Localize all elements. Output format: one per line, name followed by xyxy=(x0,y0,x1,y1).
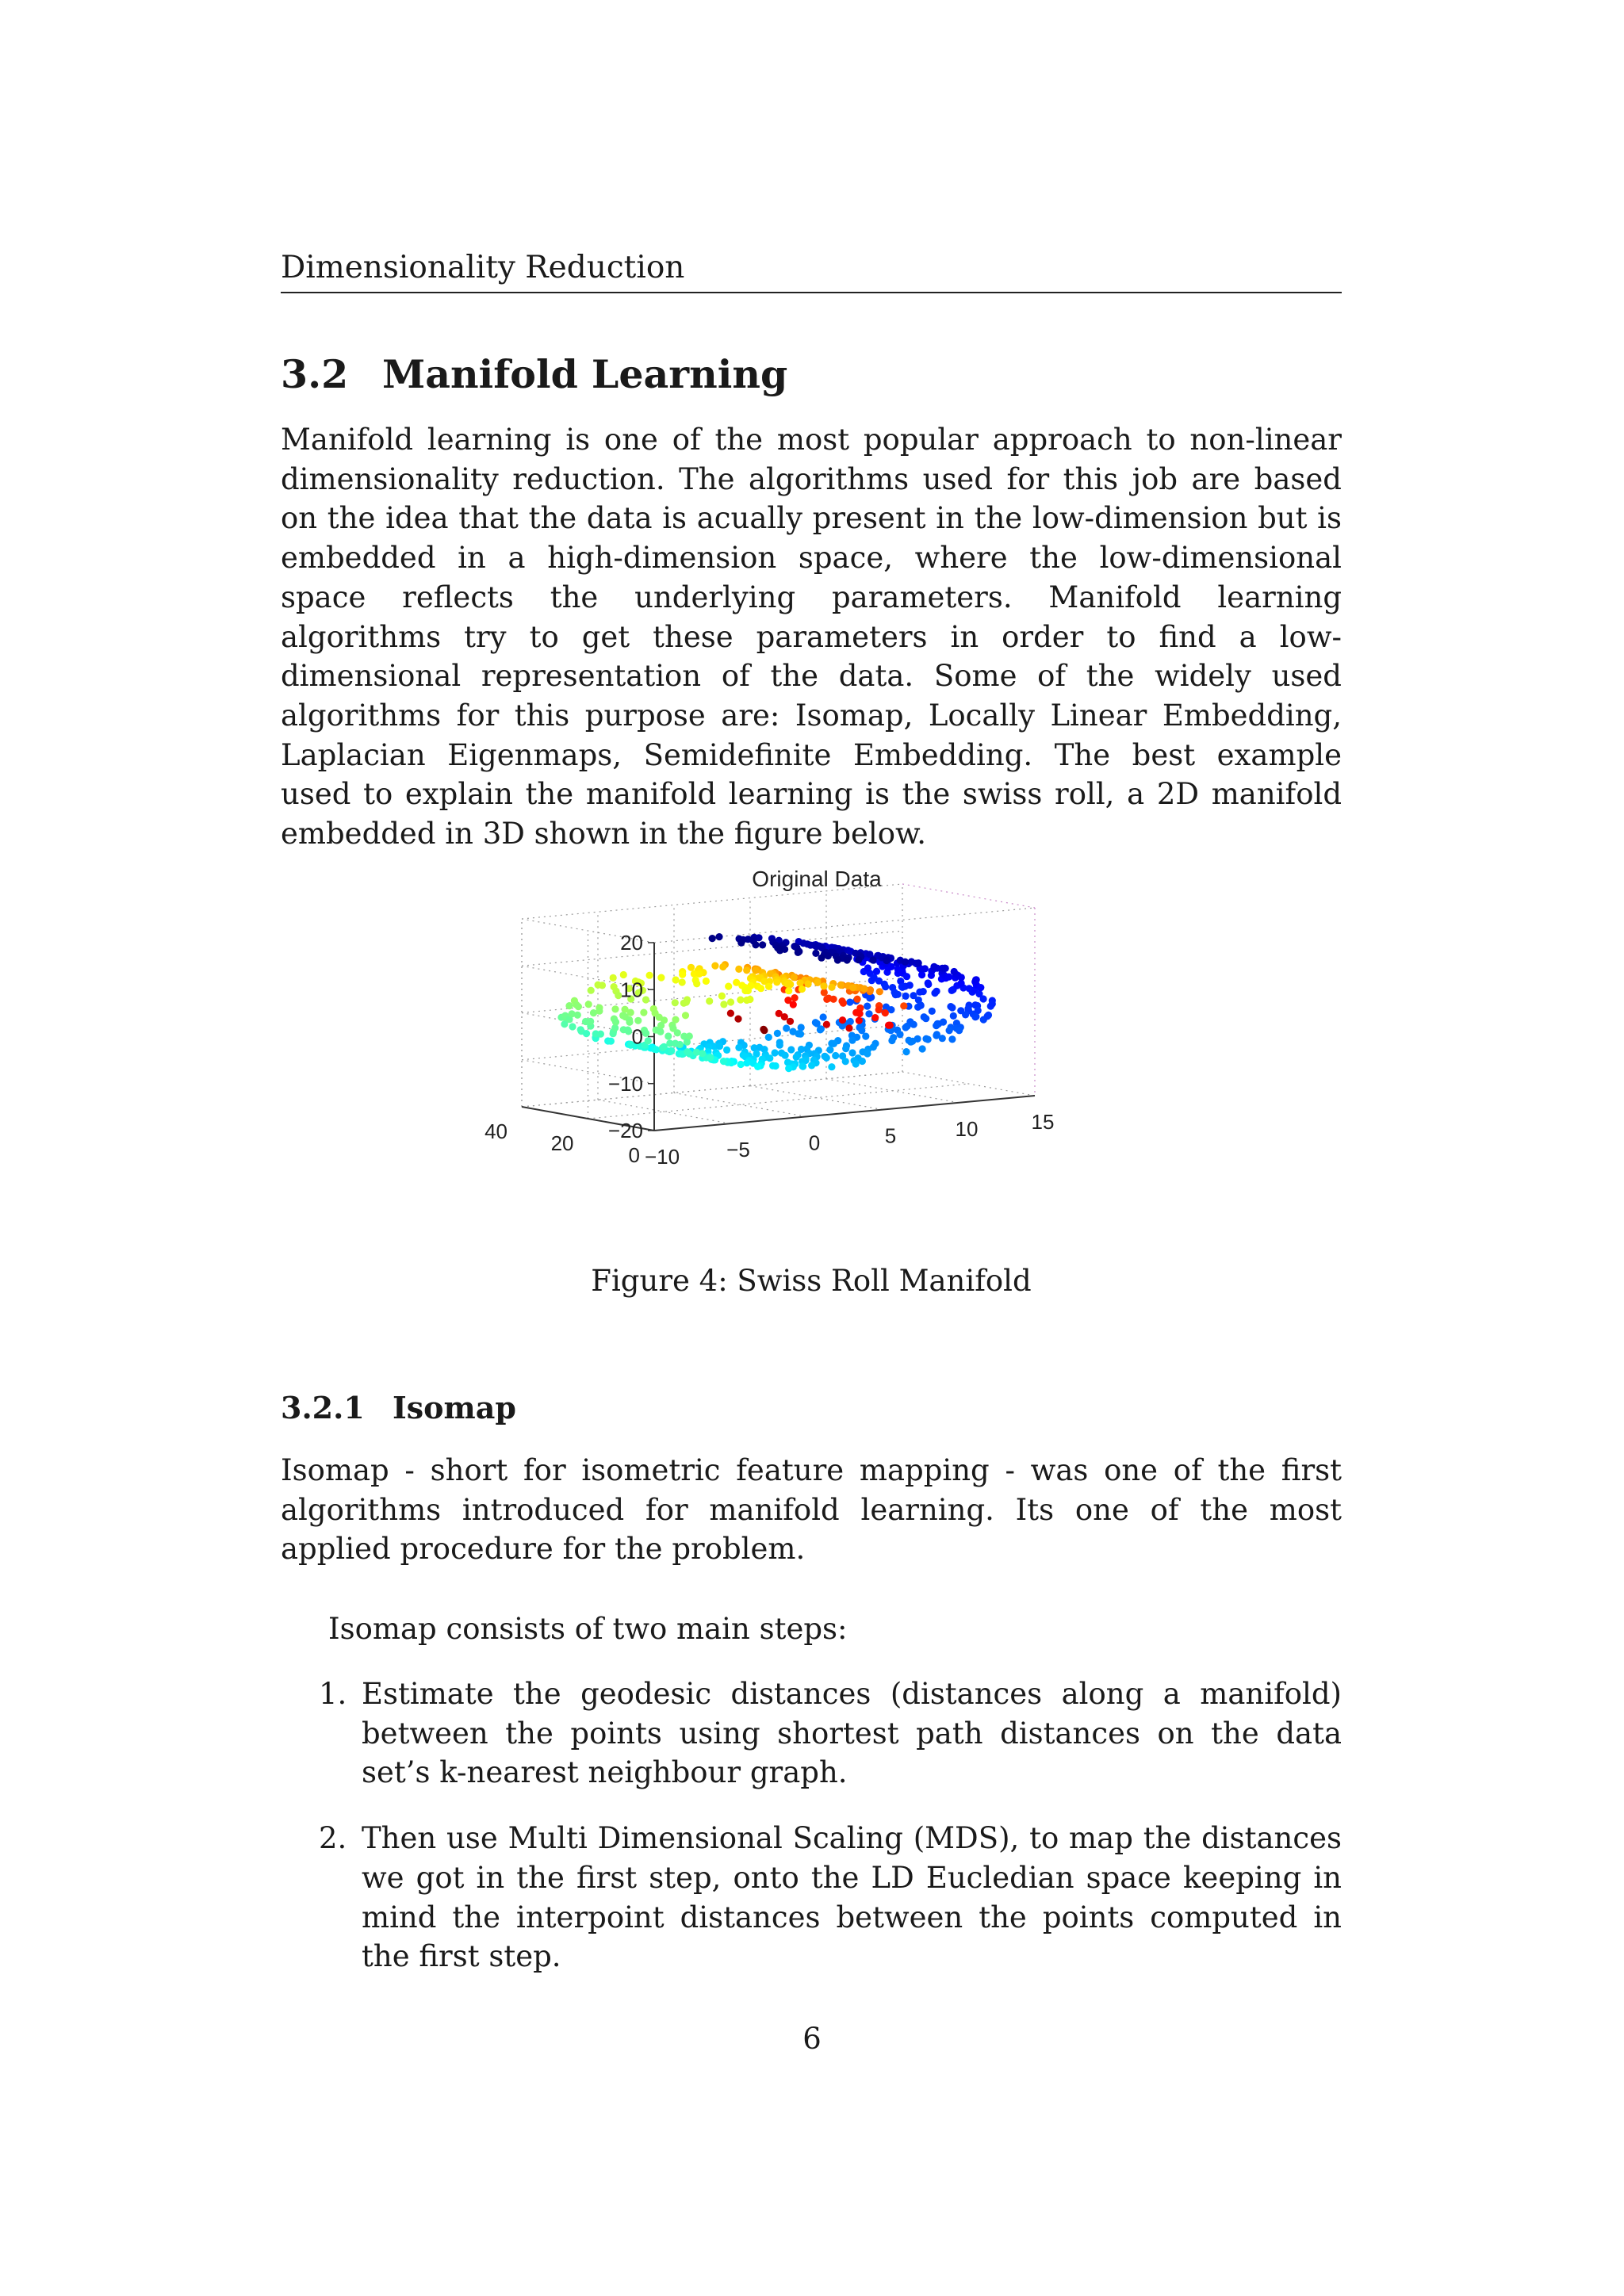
data-point xyxy=(699,1050,706,1057)
steps-list xyxy=(281,1674,1342,2003)
data-point xyxy=(734,1016,741,1023)
data-point xyxy=(823,1021,830,1028)
data-point xyxy=(611,1005,619,1012)
subsection-number: 3.2.1 xyxy=(281,1390,365,1425)
data-point xyxy=(820,1013,827,1020)
data-point xyxy=(657,1022,665,1029)
data-point xyxy=(903,973,910,980)
steps-intro: Isomap consists of two main steps: xyxy=(328,1612,848,1646)
data-point xyxy=(830,996,837,1003)
data-point xyxy=(715,933,722,940)
data-point xyxy=(940,1019,947,1026)
data-point xyxy=(864,1003,871,1010)
data-point xyxy=(737,997,744,1004)
data-point xyxy=(925,1035,932,1043)
data-point xyxy=(823,1054,830,1062)
data-point xyxy=(972,1013,979,1020)
data-point xyxy=(945,974,952,981)
data-point xyxy=(693,980,700,987)
data-point xyxy=(706,997,713,1004)
data-point xyxy=(672,999,679,1006)
grid-line xyxy=(674,1093,806,1116)
data-point xyxy=(830,1040,837,1047)
data-point xyxy=(774,1030,781,1037)
data-point xyxy=(737,1061,745,1068)
data-point xyxy=(842,1058,849,1065)
x-tick-label: −10 xyxy=(644,1145,680,1169)
data-point xyxy=(785,1065,792,1072)
data-point xyxy=(902,1024,910,1031)
data-point xyxy=(848,1037,856,1044)
data-point xyxy=(682,1012,689,1019)
data-point xyxy=(735,966,742,973)
data-point xyxy=(686,1032,693,1039)
data-point xyxy=(907,1039,914,1046)
data-point xyxy=(989,1001,996,1008)
data-point xyxy=(773,978,780,985)
subsection-title: Isomap xyxy=(393,1390,516,1425)
data-point xyxy=(798,1024,805,1031)
data-point xyxy=(781,1013,788,1020)
data-point xyxy=(760,1027,768,1034)
data-point xyxy=(787,1046,795,1053)
data-point xyxy=(832,1052,839,1059)
data-point xyxy=(871,1014,879,1021)
x-tick-label: −5 xyxy=(726,1138,750,1162)
data-point xyxy=(894,991,902,998)
data-point xyxy=(585,1001,592,1008)
data-point xyxy=(599,982,606,989)
data-point xyxy=(727,998,734,1005)
section-heading xyxy=(281,350,787,398)
z-tick-label: 0 xyxy=(631,1024,643,1049)
y-tick-label: 40 xyxy=(485,1119,508,1143)
data-point xyxy=(842,1045,849,1052)
data-point xyxy=(597,1031,604,1038)
data-point xyxy=(900,1002,907,1009)
data-point xyxy=(665,1032,672,1039)
data-point xyxy=(752,941,759,948)
data-point xyxy=(844,956,851,963)
data-point xyxy=(720,1001,727,1008)
data-point xyxy=(679,978,686,985)
data-point xyxy=(873,968,880,975)
data-point xyxy=(727,1010,734,1017)
data-point xyxy=(709,935,716,942)
x-tick-label: 10 xyxy=(955,1116,979,1141)
data-point xyxy=(825,952,832,959)
data-point xyxy=(882,1009,889,1016)
data-point xyxy=(805,981,812,988)
x-tick-label: 15 xyxy=(1031,1110,1055,1134)
data-point xyxy=(783,1024,790,1031)
page-number: 6 xyxy=(802,2022,822,2056)
data-point xyxy=(711,962,718,970)
data-point xyxy=(574,1012,581,1019)
x-tick-label: 5 xyxy=(884,1123,897,1148)
data-point xyxy=(785,987,792,994)
chart-tick-labels xyxy=(485,931,1054,1169)
data-point xyxy=(743,966,750,974)
data-point xyxy=(776,1042,783,1049)
data-point xyxy=(920,988,927,995)
subsection-paragraph: Isomap - short for isometric feature mapping - was one of the first algorithms introduced for manifold learning. Its one of the most applied procedure for the problem. xyxy=(281,1453,1342,1567)
data-point xyxy=(695,970,703,978)
data-point xyxy=(948,1035,956,1043)
data-point xyxy=(864,964,871,971)
data-point xyxy=(716,1043,723,1050)
data-point xyxy=(569,1023,576,1030)
data-point xyxy=(875,1006,883,1013)
data-point xyxy=(746,996,753,1003)
data-point xyxy=(856,1017,863,1024)
data-point xyxy=(782,1052,789,1059)
data-point xyxy=(793,1054,800,1061)
data-point xyxy=(956,1027,963,1034)
chart-title: Original Data xyxy=(752,867,882,891)
data-point xyxy=(820,982,827,989)
figure-caption: Figure 4: Swiss Roll Manifold xyxy=(591,1264,1032,1298)
data-point xyxy=(933,1022,940,1029)
data-point xyxy=(950,1012,957,1020)
data-point xyxy=(962,1011,969,1018)
data-point xyxy=(795,949,802,956)
data-point xyxy=(915,959,922,966)
data-point xyxy=(612,1019,619,1026)
data-point xyxy=(674,1029,681,1036)
data-point xyxy=(946,1027,953,1034)
data-point xyxy=(657,974,665,982)
data-point xyxy=(925,979,932,986)
data-point xyxy=(642,996,649,1003)
z-tick-label: −20 xyxy=(607,1119,643,1142)
data-point xyxy=(718,993,726,1000)
data-point xyxy=(684,1048,691,1055)
running-header: Dimensionality Reduction xyxy=(281,247,1342,293)
data-point xyxy=(814,979,821,986)
data-point xyxy=(896,1031,903,1038)
data-point xyxy=(688,964,695,971)
data-point xyxy=(735,1044,742,1051)
data-point xyxy=(799,1063,806,1070)
data-point xyxy=(840,1000,847,1007)
section-paragraph: Manifold learning is one of the most popular approach to non-linear dimensionality reduction. The algorithms used for this job are based on the idea that the data is acually present in the low-dimension but is embedded in a high-dimension space, where the low-dimensional space reflects the underlying parameters. Manifold learning algorithms try to get these parameters in order to find a low-dimensional representation of the data. Some of the widely used algorithms for this purpose are: Isomap, Locally Linear Embedding, Laplacian Eigenmaps, Semidefinite Embedding. The best example used to explain the manifold learning is the swiss roll, a 2D manifold embedded in 3D shown in the figure below. xyxy=(281,423,1342,851)
list-item-text: Then use Multi Dimensional Scaling (MDS), to map the distances we got in the first step, onto the LD Eucledian space keeping in mind the interpoint distances between the points computed in the first step. xyxy=(362,1821,1342,1974)
subsection-heading xyxy=(281,1389,516,1427)
z-tick-label: 10 xyxy=(620,978,643,1002)
data-point xyxy=(683,999,690,1006)
data-point xyxy=(607,1038,615,1045)
grid-line xyxy=(522,1072,902,1107)
data-point xyxy=(799,985,806,993)
data-point xyxy=(906,982,914,989)
data-point xyxy=(577,1026,584,1033)
data-point xyxy=(818,955,825,962)
section-title: Manifold Learning xyxy=(382,351,788,397)
data-point xyxy=(676,1041,684,1048)
x-tick-label: 0 xyxy=(808,1131,821,1155)
data-point xyxy=(919,1045,926,1052)
data-point xyxy=(848,1049,856,1056)
data-point xyxy=(908,958,915,965)
data-point xyxy=(834,956,841,963)
data-point xyxy=(902,959,909,966)
data-point xyxy=(642,1030,649,1037)
list-item xyxy=(281,1674,1342,1793)
data-point xyxy=(921,965,929,972)
data-point xyxy=(855,956,862,963)
data-point xyxy=(917,1002,925,1009)
data-point xyxy=(679,971,686,978)
data-point xyxy=(849,984,856,991)
data-point xyxy=(725,983,732,990)
data-point xyxy=(766,1054,773,1062)
y-tick-label: 0 xyxy=(628,1143,640,1167)
data-point xyxy=(929,1008,936,1015)
data-point xyxy=(882,983,889,990)
grid-line xyxy=(902,884,1035,908)
data-point xyxy=(828,984,835,991)
data-point xyxy=(723,1047,730,1054)
data-point xyxy=(847,1018,854,1025)
data-point xyxy=(980,995,987,1002)
data-point xyxy=(864,1050,871,1057)
data-point xyxy=(869,956,876,963)
data-point xyxy=(745,987,752,994)
data-point xyxy=(939,1035,946,1042)
data-point xyxy=(985,1012,992,1019)
grid-line xyxy=(902,1072,1035,1096)
data-point xyxy=(791,974,798,981)
data-point xyxy=(888,1037,895,1044)
grid-line xyxy=(750,1086,883,1110)
data-point xyxy=(596,1008,603,1015)
data-point xyxy=(645,1037,652,1044)
data-point xyxy=(765,983,772,990)
data-point xyxy=(588,987,595,994)
grid-line xyxy=(588,1084,969,1119)
data-point xyxy=(887,1022,894,1029)
data-point xyxy=(865,1010,872,1017)
data-point xyxy=(973,976,980,983)
z-tick-label: 20 xyxy=(620,931,643,955)
data-point xyxy=(703,978,710,985)
data-point xyxy=(860,985,868,993)
data-point xyxy=(808,1062,815,1069)
y-tick-label: 20 xyxy=(550,1131,574,1155)
swiss-roll-chart xyxy=(485,863,1134,1219)
data-point xyxy=(910,1021,917,1028)
data-point xyxy=(787,1018,794,1025)
data-point xyxy=(876,988,883,995)
data-point xyxy=(754,1063,761,1070)
data-point xyxy=(610,974,617,982)
data-point xyxy=(922,1015,929,1022)
data-point xyxy=(862,1033,869,1040)
data-point xyxy=(634,1017,642,1024)
data-point xyxy=(856,1010,864,1017)
data-point xyxy=(575,1003,582,1010)
swiss-roll-figure xyxy=(485,863,1134,1219)
data-point xyxy=(854,996,861,1003)
data-point xyxy=(821,989,828,996)
data-point xyxy=(653,1046,660,1053)
section-number: 3.2 xyxy=(281,351,349,397)
data-point xyxy=(948,1004,956,1011)
data-point xyxy=(640,1009,647,1016)
data-point xyxy=(839,1016,846,1024)
data-point xyxy=(757,985,764,992)
data-point xyxy=(977,984,984,991)
data-point xyxy=(845,1024,852,1031)
data-point xyxy=(941,965,948,972)
data-point xyxy=(587,1018,594,1025)
data-point xyxy=(720,1058,727,1065)
data-point xyxy=(817,1026,824,1033)
data-point xyxy=(743,1059,750,1066)
data-point xyxy=(752,966,759,974)
data-point xyxy=(719,963,726,970)
data-point xyxy=(852,1060,860,1067)
data-point xyxy=(797,1031,804,1038)
data-point xyxy=(787,981,794,988)
data-point xyxy=(790,1001,797,1008)
data-point xyxy=(902,1048,910,1055)
data-point xyxy=(776,947,783,954)
data-point xyxy=(933,988,940,995)
data-point xyxy=(627,1009,634,1016)
data-point xyxy=(883,957,890,964)
data-point xyxy=(902,993,910,1000)
grid-line xyxy=(522,1072,902,1107)
data-point xyxy=(930,963,937,970)
data-point xyxy=(772,1049,779,1056)
data-point xyxy=(765,1034,772,1041)
data-point xyxy=(759,941,766,948)
data-point xyxy=(737,939,745,947)
data-point xyxy=(828,1063,835,1070)
z-tick-label: −10 xyxy=(607,1071,643,1096)
data-point xyxy=(668,1047,675,1054)
data-point xyxy=(646,972,653,979)
data-point xyxy=(846,999,853,1006)
list-item-text: Estimate the geodesic distances (distances along a manifold) between the points using shortest path distances on the data set’s k-nearest neighbour graph. xyxy=(362,1677,1342,1790)
data-point xyxy=(951,968,958,975)
list-marker: 2. xyxy=(319,1821,347,1856)
list-marker: 1. xyxy=(319,1677,347,1711)
data-point xyxy=(812,950,819,957)
data-point xyxy=(672,976,680,983)
data-point xyxy=(859,1058,866,1065)
data-point xyxy=(837,982,845,989)
data-point xyxy=(772,1062,779,1070)
list-item xyxy=(281,1819,1342,1976)
data-point xyxy=(791,994,799,1001)
data-point xyxy=(826,1047,833,1054)
data-point xyxy=(657,1028,664,1035)
data-point xyxy=(707,1054,714,1061)
